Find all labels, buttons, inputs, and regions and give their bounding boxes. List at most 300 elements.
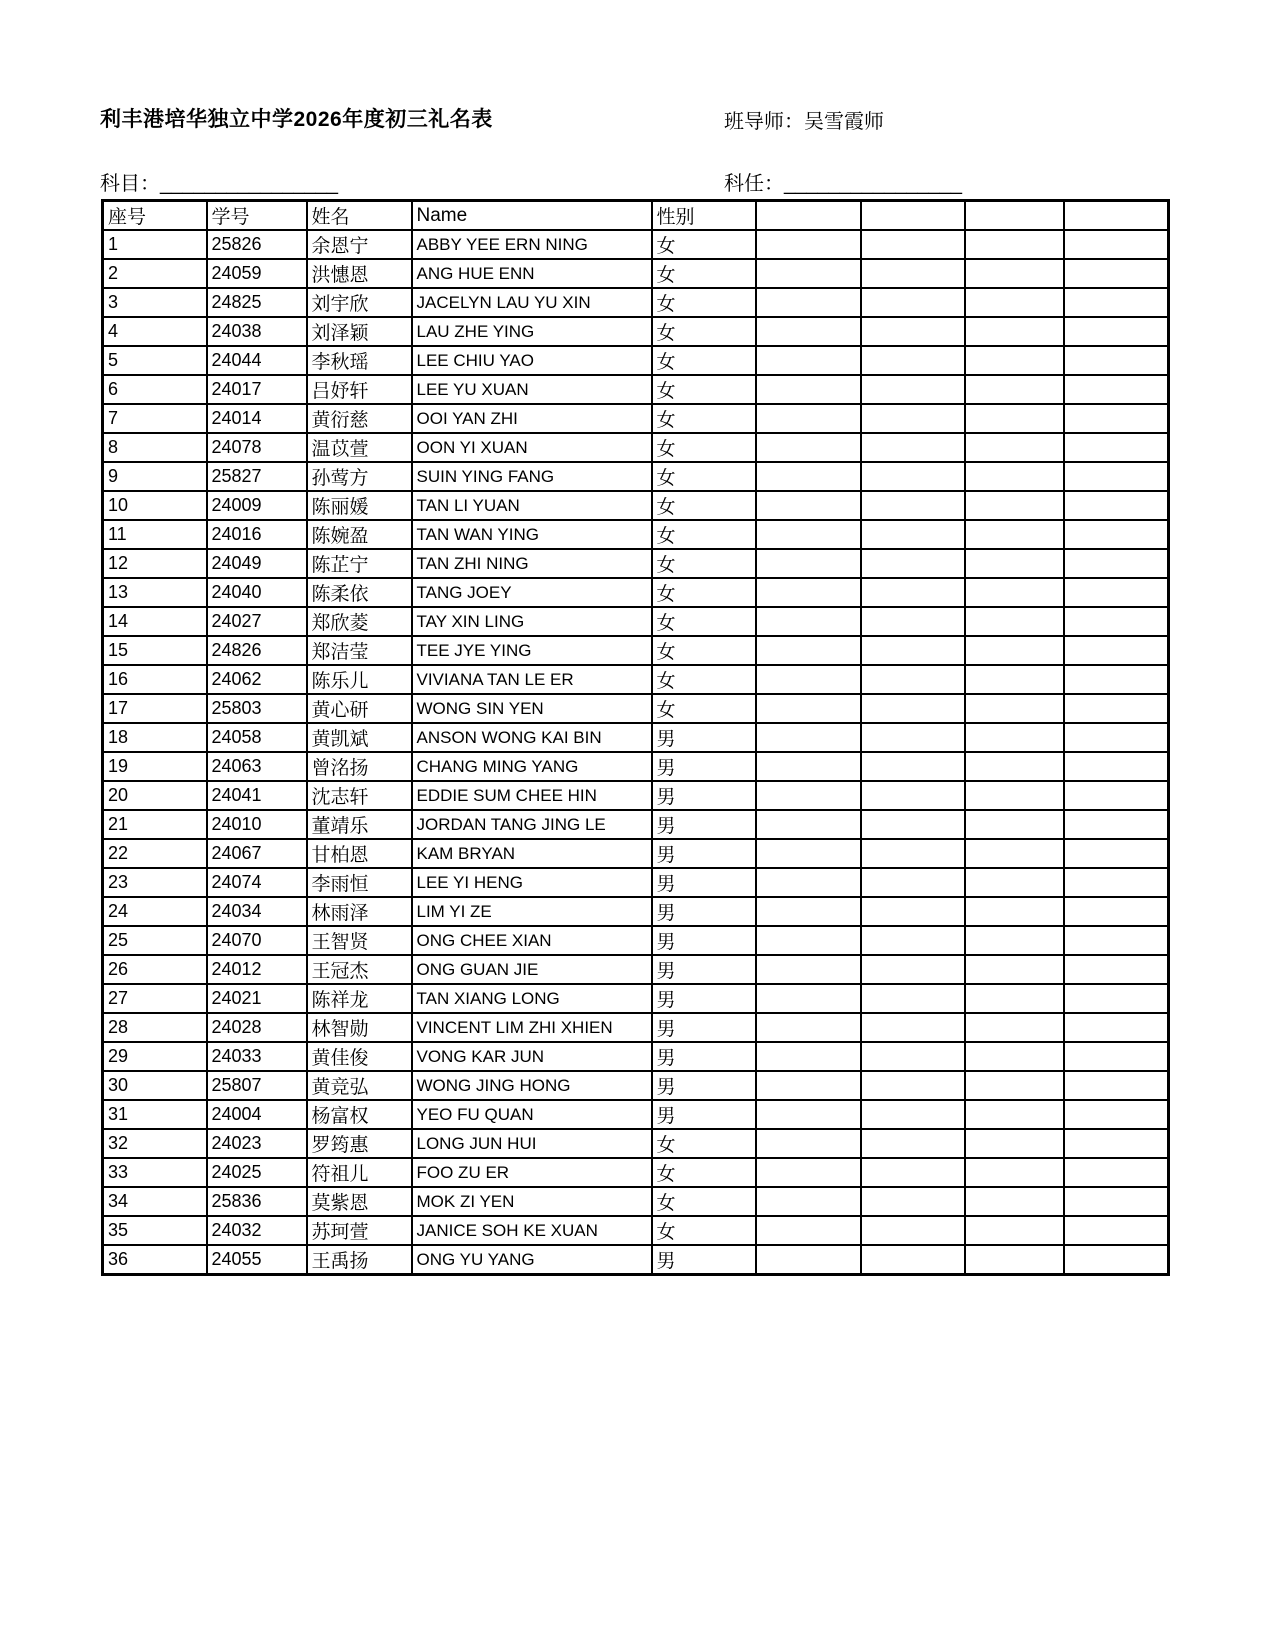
english-name-cell: CHANG MING YANG (412, 752, 652, 781)
table-row (103, 1071, 1169, 1100)
seat-number-cell: 7 (103, 404, 207, 433)
seat-number-cell: 12 (103, 549, 207, 578)
blank-cell-2 (861, 839, 965, 868)
seat-number-cell: 11 (103, 520, 207, 549)
chinese-name-cell: 黄凯斌 (307, 723, 412, 752)
class-teacher-line (724, 105, 884, 134)
blank-cell-2 (861, 984, 965, 1013)
blank-cell-2 (861, 636, 965, 665)
blank-cell-3 (965, 955, 1064, 984)
blank-cell-1 (756, 1013, 861, 1042)
gender-cell: 女 (652, 520, 756, 549)
student-id-cell: 24074 (207, 868, 307, 897)
blank-cell-4 (1064, 810, 1169, 839)
seat-number-cell: 35 (103, 1216, 207, 1245)
chinese-name-cell: 温苡萱 (307, 433, 412, 462)
blank-cell-1 (756, 636, 861, 665)
seat-number-cell: 6 (103, 375, 207, 404)
header-blank-column-2 (861, 201, 965, 231)
gender-cell: 女 (652, 317, 756, 346)
blank-cell-3 (965, 462, 1064, 491)
chinese-name-cell: 林雨泽 (307, 897, 412, 926)
blank-cell-4 (1064, 636, 1169, 665)
table-row (103, 491, 1169, 520)
seat-number-cell: 15 (103, 636, 207, 665)
blank-cell-2 (861, 723, 965, 752)
blank-cell-1 (756, 346, 861, 375)
gender-cell: 女 (652, 230, 756, 259)
blank-cell-3 (965, 433, 1064, 462)
blank-cell-2 (861, 433, 965, 462)
student-id-cell: 24058 (207, 723, 307, 752)
blank-cell-1 (756, 230, 861, 259)
blank-cell-3 (965, 375, 1064, 404)
header-chinese-name: 姓名 (307, 201, 412, 231)
english-name-cell: TAN XIANG LONG (412, 984, 652, 1013)
chinese-name-cell: 陈乐儿 (307, 665, 412, 694)
seat-number-cell: 32 (103, 1129, 207, 1158)
blank-cell-2 (861, 1042, 965, 1071)
english-name-cell: LEE YU XUAN (412, 375, 652, 404)
table-row (103, 694, 1169, 723)
blank-cell-4 (1064, 288, 1169, 317)
blank-cell-3 (965, 694, 1064, 723)
blank-cell-4 (1064, 665, 1169, 694)
blank-cell-3 (965, 230, 1064, 259)
blank-cell-1 (756, 810, 861, 839)
seat-number-cell: 29 (103, 1042, 207, 1071)
seat-number-cell: 3 (103, 288, 207, 317)
gender-cell: 女 (652, 694, 756, 723)
table-row (103, 462, 1169, 491)
blank-cell-4 (1064, 230, 1169, 259)
gender-cell: 女 (652, 288, 756, 317)
table-row (103, 607, 1169, 636)
blank-cell-4 (1064, 1100, 1169, 1129)
blank-cell-2 (861, 1245, 965, 1275)
gender-cell: 男 (652, 1100, 756, 1129)
blank-cell-4 (1064, 549, 1169, 578)
english-name-cell: SUIN YING FANG (412, 462, 652, 491)
table-row (103, 1013, 1169, 1042)
chinese-name-cell: 莫紫恩 (307, 1187, 412, 1216)
table-row (103, 723, 1169, 752)
blank-cell-2 (861, 1100, 965, 1129)
class-teacher-name: 吴雪霞师 (804, 111, 884, 133)
subject-teacher-label: 科任： (724, 173, 784, 195)
gender-cell: 女 (652, 259, 756, 288)
chinese-name-cell: 苏珂萱 (307, 1216, 412, 1245)
blank-cell-2 (861, 317, 965, 346)
blank-cell-1 (756, 1158, 861, 1187)
table-row (103, 1187, 1169, 1216)
gender-cell: 男 (652, 781, 756, 810)
gender-cell: 女 (652, 404, 756, 433)
seat-number-cell: 13 (103, 578, 207, 607)
seat-number-cell: 27 (103, 984, 207, 1013)
blank-cell-4 (1064, 984, 1169, 1013)
gender-cell: 女 (652, 462, 756, 491)
blank-cell-3 (965, 1216, 1064, 1245)
english-name-cell: WONG SIN YEN (412, 694, 652, 723)
blank-cell-3 (965, 1042, 1064, 1071)
student-id-cell: 24070 (207, 926, 307, 955)
blank-cell-4 (1064, 723, 1169, 752)
chinese-name-cell: 董靖乐 (307, 810, 412, 839)
student-id-cell: 24062 (207, 665, 307, 694)
table-row (103, 839, 1169, 868)
student-id-cell: 24034 (207, 897, 307, 926)
blank-cell-2 (861, 665, 965, 694)
english-name-cell: LIM YI ZE (412, 897, 652, 926)
english-name-cell: LAU ZHE YING (412, 317, 652, 346)
chinese-name-cell: 甘柏恩 (307, 839, 412, 868)
gender-cell: 女 (652, 1158, 756, 1187)
gender-cell: 男 (652, 723, 756, 752)
student-id-cell: 24016 (207, 520, 307, 549)
table-row (103, 752, 1169, 781)
blank-cell-4 (1064, 1129, 1169, 1158)
page-title: 利丰港培华独立中学2026年度初三礼名表 (100, 108, 493, 131)
table-row (103, 549, 1169, 578)
blank-cell-1 (756, 839, 861, 868)
subject-teacher-blank: ________________ (784, 173, 962, 195)
student-id-cell: 24040 (207, 578, 307, 607)
gender-cell: 女 (652, 1129, 756, 1158)
student-id-cell: 24063 (207, 752, 307, 781)
blank-cell-4 (1064, 578, 1169, 607)
blank-cell-1 (756, 578, 861, 607)
blank-cell-3 (965, 346, 1064, 375)
seat-number-cell: 16 (103, 665, 207, 694)
blank-cell-2 (861, 781, 965, 810)
table-row (103, 1100, 1169, 1129)
chinese-name-cell: 林智勋 (307, 1013, 412, 1042)
student-id-cell: 24023 (207, 1129, 307, 1158)
gender-cell: 男 (652, 955, 756, 984)
chinese-name-cell: 孙莺方 (307, 462, 412, 491)
table-row (103, 1129, 1169, 1158)
english-name-cell: JANICE SOH KE XUAN (412, 1216, 652, 1245)
english-name-cell: OON YI XUAN (412, 433, 652, 462)
chinese-name-cell: 沈志轩 (307, 781, 412, 810)
blank-cell-3 (965, 491, 1064, 520)
blank-cell-3 (965, 404, 1064, 433)
blank-cell-1 (756, 665, 861, 694)
student-id-cell: 24038 (207, 317, 307, 346)
gender-cell: 男 (652, 839, 756, 868)
seat-number-cell: 23 (103, 868, 207, 897)
blank-cell-1 (756, 288, 861, 317)
blank-cell-4 (1064, 491, 1169, 520)
english-name-cell: ANG HUE ENN (412, 259, 652, 288)
table-row (103, 810, 1169, 839)
blank-cell-2 (861, 491, 965, 520)
student-id-cell: 24041 (207, 781, 307, 810)
blank-cell-2 (861, 259, 965, 288)
student-id-cell: 24012 (207, 955, 307, 984)
subject-label: 科目： (100, 173, 160, 195)
student-id-cell: 24059 (207, 259, 307, 288)
blank-cell-1 (756, 549, 861, 578)
seat-number-cell: 30 (103, 1071, 207, 1100)
english-name-cell: TAN LI YUAN (412, 491, 652, 520)
english-name-cell: YEO FU QUAN (412, 1100, 652, 1129)
blank-cell-1 (756, 868, 861, 897)
seat-number-cell: 34 (103, 1187, 207, 1216)
blank-cell-1 (756, 1042, 861, 1071)
table-row (103, 404, 1169, 433)
blank-cell-4 (1064, 955, 1169, 984)
chinese-name-cell: 罗筠惠 (307, 1129, 412, 1158)
blank-cell-2 (861, 1187, 965, 1216)
english-name-cell: ONG GUAN JIE (412, 955, 652, 984)
blank-cell-1 (756, 317, 861, 346)
blank-cell-4 (1064, 375, 1169, 404)
seat-number-cell: 17 (103, 694, 207, 723)
blank-cell-4 (1064, 1013, 1169, 1042)
blank-cell-3 (965, 926, 1064, 955)
subject-blank: ________________ (160, 173, 338, 195)
blank-cell-1 (756, 955, 861, 984)
blank-cell-3 (965, 1100, 1064, 1129)
blank-cell-1 (756, 375, 861, 404)
table-row (103, 375, 1169, 404)
blank-cell-3 (965, 1013, 1064, 1042)
blank-cell-3 (965, 578, 1064, 607)
seat-number-cell: 9 (103, 462, 207, 491)
blank-cell-1 (756, 491, 861, 520)
blank-cell-1 (756, 781, 861, 810)
blank-cell-4 (1064, 433, 1169, 462)
blank-cell-4 (1064, 781, 1169, 810)
table-row (103, 578, 1169, 607)
seat-number-cell: 21 (103, 810, 207, 839)
student-id-cell: 24067 (207, 839, 307, 868)
blank-cell-1 (756, 259, 861, 288)
gender-cell: 女 (652, 665, 756, 694)
table-row (103, 1042, 1169, 1071)
table-row (103, 781, 1169, 810)
english-name-cell: ONG YU YANG (412, 1245, 652, 1275)
student-id-cell: 24028 (207, 1013, 307, 1042)
blank-cell-3 (965, 607, 1064, 636)
blank-cell-4 (1064, 346, 1169, 375)
blank-cell-3 (965, 636, 1064, 665)
english-name-cell: WONG JING HONG (412, 1071, 652, 1100)
header-blank-column-3 (965, 201, 1064, 231)
blank-cell-2 (861, 1013, 965, 1042)
blank-cell-1 (756, 926, 861, 955)
chinese-name-cell: 陈芷宁 (307, 549, 412, 578)
english-name-cell: EDDIE SUM CHEE HIN (412, 781, 652, 810)
blank-cell-4 (1064, 317, 1169, 346)
chinese-name-cell: 吕妤轩 (307, 375, 412, 404)
english-name-cell: LEE CHIU YAO (412, 346, 652, 375)
chinese-name-cell: 黄佳俊 (307, 1042, 412, 1071)
blank-cell-2 (861, 520, 965, 549)
blank-cell-4 (1064, 1071, 1169, 1100)
table-row (103, 346, 1169, 375)
seat-number-cell: 24 (103, 897, 207, 926)
chinese-name-cell: 符祖儿 (307, 1158, 412, 1187)
chinese-name-cell: 洪憓恩 (307, 259, 412, 288)
blank-cell-2 (861, 230, 965, 259)
blank-cell-1 (756, 694, 861, 723)
blank-cell-4 (1064, 259, 1169, 288)
student-id-cell: 24010 (207, 810, 307, 839)
student-id-cell: 25836 (207, 1187, 307, 1216)
chinese-name-cell: 王智贤 (307, 926, 412, 955)
gender-cell: 女 (652, 636, 756, 665)
table-row (103, 230, 1169, 259)
blank-cell-3 (965, 1129, 1064, 1158)
gender-cell: 女 (652, 1216, 756, 1245)
english-name-cell: TAN WAN YING (412, 520, 652, 549)
chinese-name-cell: 余恩宁 (307, 230, 412, 259)
blank-cell-3 (965, 984, 1064, 1013)
table-header-row (103, 201, 1169, 231)
gender-cell: 男 (652, 897, 756, 926)
chinese-name-cell: 曾洺扬 (307, 752, 412, 781)
blank-cell-3 (965, 752, 1064, 781)
blank-cell-2 (861, 1071, 965, 1100)
english-name-cell: MOK ZI YEN (412, 1187, 652, 1216)
header-student-id: 学号 (207, 201, 307, 231)
student-roster-table (101, 199, 1170, 1276)
chinese-name-cell: 王冠杰 (307, 955, 412, 984)
seat-number-cell: 10 (103, 491, 207, 520)
student-id-cell: 24055 (207, 1245, 307, 1275)
blank-cell-3 (965, 810, 1064, 839)
english-name-cell: ONG CHEE XIAN (412, 926, 652, 955)
blank-cell-4 (1064, 462, 1169, 491)
table-row (103, 520, 1169, 549)
blank-cell-2 (861, 1129, 965, 1158)
header-english-name: Name (412, 201, 652, 231)
gender-cell: 女 (652, 578, 756, 607)
seat-number-cell: 19 (103, 752, 207, 781)
student-id-cell: 25803 (207, 694, 307, 723)
blank-cell-3 (965, 897, 1064, 926)
english-name-cell: VONG KAR JUN (412, 1042, 652, 1071)
blank-cell-4 (1064, 752, 1169, 781)
blank-cell-3 (965, 1071, 1064, 1100)
blank-cell-4 (1064, 404, 1169, 433)
blank-cell-3 (965, 723, 1064, 752)
subject-teacher-line (724, 167, 962, 196)
blank-cell-1 (756, 607, 861, 636)
table-row (103, 288, 1169, 317)
blank-cell-2 (861, 578, 965, 607)
table-row (103, 636, 1169, 665)
gender-cell: 男 (652, 1042, 756, 1071)
blank-cell-3 (965, 839, 1064, 868)
header-blank-column-1 (756, 201, 861, 231)
blank-cell-2 (861, 1216, 965, 1245)
chinese-name-cell: 刘泽颖 (307, 317, 412, 346)
table-row (103, 433, 1169, 462)
student-id-cell: 24004 (207, 1100, 307, 1129)
seat-number-cell: 31 (103, 1100, 207, 1129)
header-seat-number: 座号 (103, 201, 207, 231)
blank-cell-1 (756, 1245, 861, 1275)
table-row (103, 868, 1169, 897)
table-row (103, 926, 1169, 955)
student-id-cell: 24032 (207, 1216, 307, 1245)
blank-cell-2 (861, 375, 965, 404)
table-row (103, 1158, 1169, 1187)
blank-cell-2 (861, 1158, 965, 1187)
blank-cell-3 (965, 1158, 1064, 1187)
blank-cell-2 (861, 607, 965, 636)
blank-cell-4 (1064, 1158, 1169, 1187)
blank-cell-2 (861, 694, 965, 723)
blank-cell-2 (861, 752, 965, 781)
english-name-cell: TAN ZHI NING (412, 549, 652, 578)
table-row (103, 984, 1169, 1013)
blank-cell-2 (861, 462, 965, 491)
seat-number-cell: 26 (103, 955, 207, 984)
gender-cell: 女 (652, 433, 756, 462)
blank-cell-2 (861, 288, 965, 317)
blank-cell-3 (965, 317, 1064, 346)
chinese-name-cell: 黄竞弘 (307, 1071, 412, 1100)
chinese-name-cell: 刘宇欣 (307, 288, 412, 317)
table-row (103, 897, 1169, 926)
chinese-name-cell: 黄衍慈 (307, 404, 412, 433)
blank-cell-3 (965, 288, 1064, 317)
english-name-cell: FOO ZU ER (412, 1158, 652, 1187)
blank-cell-3 (965, 259, 1064, 288)
student-id-cell: 25807 (207, 1071, 307, 1100)
blank-cell-1 (756, 404, 861, 433)
blank-cell-3 (965, 520, 1064, 549)
english-name-cell: TAY XIN LING (412, 607, 652, 636)
student-id-cell: 24033 (207, 1042, 307, 1071)
blank-cell-2 (861, 549, 965, 578)
blank-cell-2 (861, 897, 965, 926)
student-id-cell: 24014 (207, 404, 307, 433)
blank-cell-3 (965, 1187, 1064, 1216)
blank-cell-2 (861, 346, 965, 375)
seat-number-cell: 18 (103, 723, 207, 752)
blank-cell-2 (861, 810, 965, 839)
blank-cell-1 (756, 984, 861, 1013)
chinese-name-cell: 陈婉盈 (307, 520, 412, 549)
seat-number-cell: 2 (103, 259, 207, 288)
english-name-cell: LEE YI HENG (412, 868, 652, 897)
student-id-cell: 24825 (207, 288, 307, 317)
table-row (103, 955, 1169, 984)
table-row (103, 1216, 1169, 1245)
subject-line (100, 167, 338, 196)
gender-cell: 男 (652, 752, 756, 781)
blank-cell-4 (1064, 1245, 1169, 1275)
chinese-name-cell: 王禹扬 (307, 1245, 412, 1275)
gender-cell: 男 (652, 810, 756, 839)
english-name-cell: JORDAN TANG JING LE (412, 810, 652, 839)
student-id-cell: 24009 (207, 491, 307, 520)
blank-cell-4 (1064, 520, 1169, 549)
english-name-cell: LONG JUN HUI (412, 1129, 652, 1158)
blank-cell-4 (1064, 1042, 1169, 1071)
blank-cell-4 (1064, 694, 1169, 723)
seat-number-cell: 28 (103, 1013, 207, 1042)
english-name-cell: OOI YAN ZHI (412, 404, 652, 433)
english-name-cell: TANG JOEY (412, 578, 652, 607)
blank-cell-1 (756, 897, 861, 926)
